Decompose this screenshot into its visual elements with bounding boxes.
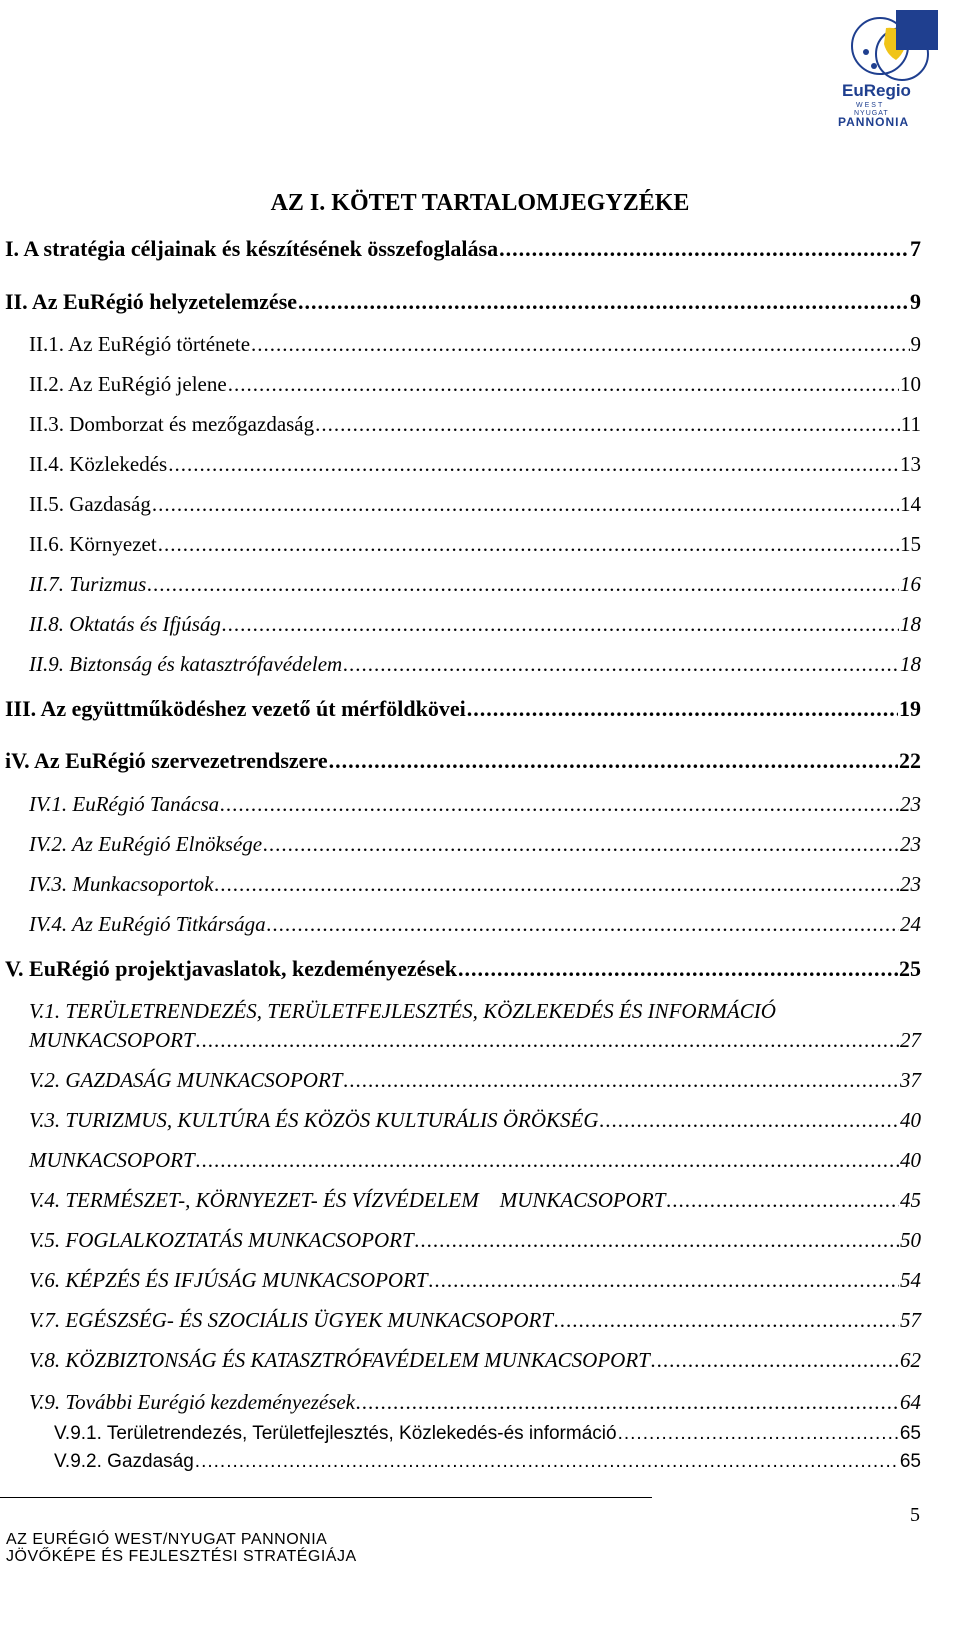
toc-entry-page: 7 bbox=[910, 236, 921, 261]
toc-entry-label: IV.2. Az EuRégió Elnöksége bbox=[29, 832, 263, 856]
toc-entry-5-9[interactable] bbox=[29, 1392, 921, 1413]
toc-entry-5-3-cont[interactable] bbox=[29, 1150, 921, 1171]
toc-entry-5-3[interactable] bbox=[29, 1110, 921, 1131]
toc-entry-label: V.9.1. Területrendezés, Területfejlesztés, Közlekedés-és információ bbox=[54, 1423, 617, 1444]
toc-entry-label: V.9.2. Gazdaság bbox=[54, 1451, 194, 1472]
toc-entry-label: V.5. FOGLALKOZTATÁS MUNKACSOPORT bbox=[29, 1228, 414, 1252]
toc-leader bbox=[196, 1030, 899, 1051]
toc-entry-4-3[interactable] bbox=[29, 874, 921, 895]
toc-entry-page: 54 bbox=[900, 1268, 921, 1292]
toc-leader bbox=[147, 574, 899, 595]
toc-entry-page: 57 bbox=[900, 1308, 921, 1332]
toc-entry-page: 45 bbox=[900, 1188, 921, 1212]
footer-line-2: JÖVŐKÉPE ÉS FEJLESZTÉSI STRATÉGIÁJA bbox=[6, 1548, 357, 1565]
logo-text-pannonia: PANNONIA bbox=[838, 115, 910, 129]
toc-entry-page: 9 bbox=[910, 332, 921, 356]
toc-entry-label: V.2. GAZDASÁG MUNKACSOPORT bbox=[29, 1068, 343, 1092]
toc-entry-2-6[interactable] bbox=[29, 534, 921, 555]
toc-leader bbox=[315, 414, 900, 435]
toc-entry-4-1[interactable] bbox=[29, 794, 921, 815]
toc-leader bbox=[220, 794, 899, 815]
toc-entry-page: 64 bbox=[900, 1390, 921, 1414]
toc-entry-label: II.9. Biztonság és katasztrófavédelem bbox=[29, 652, 343, 676]
toc-entry-2-9[interactable] bbox=[29, 654, 921, 675]
toc-leader bbox=[267, 914, 899, 935]
toc-entry-page: 14 bbox=[900, 492, 921, 516]
toc-entry-label: I. A stratégia céljainak és készítésének összefoglalása bbox=[5, 236, 499, 261]
toc-entry-page: 23 bbox=[900, 832, 921, 856]
toc-entry-2[interactable] bbox=[5, 291, 921, 313]
toc-entry-5-4[interactable] bbox=[29, 1190, 921, 1211]
toc-entry-5-7[interactable] bbox=[29, 1310, 921, 1331]
toc-entry-label: II.3. Domborzat és mezőgazdaság bbox=[29, 412, 315, 436]
toc-entry-1[interactable] bbox=[5, 238, 921, 260]
toc-leader bbox=[429, 1270, 899, 1291]
toc-entry-2-8[interactable] bbox=[29, 614, 921, 635]
toc-entry-page: 23 bbox=[900, 792, 921, 816]
toc-entry-page: 40 bbox=[900, 1148, 921, 1172]
toc-entry-label: II.1. Az EuRégió története bbox=[29, 332, 251, 356]
toc-leader bbox=[168, 454, 899, 475]
toc-entry-2-4[interactable] bbox=[29, 454, 921, 475]
toc-entry-4-2[interactable] bbox=[29, 834, 921, 855]
toc-entry-5-1[interactable] bbox=[29, 1030, 921, 1051]
toc-entry-label: II. Az EuRégió helyzetelemzése bbox=[5, 289, 298, 314]
toc-entry-page: 9 bbox=[910, 289, 921, 314]
toc-entry-page: 50 bbox=[900, 1228, 921, 1252]
toc-leader bbox=[467, 698, 898, 720]
toc-leader bbox=[222, 614, 899, 635]
toc-leader bbox=[215, 874, 900, 895]
toc-entry-2-1[interactable] bbox=[29, 334, 921, 355]
toc-leader bbox=[329, 750, 898, 772]
footer-line-1: AZ EURÉGIÓ WEST/NYUGAT PANNONIA bbox=[6, 1531, 328, 1548]
toc-entry-label: II.5. Gazdaság bbox=[29, 492, 151, 516]
toc-entry-2-2[interactable] bbox=[29, 374, 921, 395]
toc-entry-label: IV.4. Az EuRégió Titkársága bbox=[29, 912, 266, 936]
footer-divider bbox=[0, 1497, 652, 1498]
logo-text-nyugat: NYUGAT bbox=[854, 110, 889, 117]
toc-leader bbox=[158, 534, 899, 555]
toc-entry-label: MUNKACSOPORT bbox=[29, 1028, 195, 1052]
toc-leader bbox=[651, 1350, 899, 1371]
toc-entry-5-6[interactable] bbox=[29, 1270, 921, 1291]
toc-entry-label: IV.1. EuRégió Tanácsa bbox=[29, 792, 220, 816]
toc-entry-page: 65 bbox=[899, 1423, 921, 1444]
toc-entry-label: V.8. KÖZBIZTONSÁG ÉS KATASZTRÓFAVÉDELEM MUNKACSOPORT bbox=[29, 1348, 650, 1372]
toc-entry-label: II.4. Közlekedés bbox=[29, 452, 168, 476]
toc-title: AZ I. KÖTET TARTALOMJEGYZÉKE bbox=[270, 190, 690, 216]
toc-entry-4[interactable] bbox=[5, 750, 921, 772]
logo-text-euregio: EuRegio bbox=[842, 81, 911, 100]
toc-leader bbox=[152, 494, 899, 515]
toc-leader bbox=[263, 834, 899, 855]
toc-entry-page: 11 bbox=[900, 412, 921, 436]
toc-leader bbox=[298, 291, 909, 313]
toc-entry-label: V.4. TERMÉSZET-, KÖRNYEZET- ÉS VÍZVÉDELEM MUNKACSOPORT bbox=[29, 1188, 666, 1212]
toc-entry-label: V.7. EGÉSZSÉG- ÉS SZOCIÁLIS ÜGYEK MUNKACSOPORT bbox=[29, 1308, 554, 1332]
toc-entry-page: 25 bbox=[899, 956, 921, 981]
page-number: 5 bbox=[910, 1504, 920, 1526]
toc-leader bbox=[499, 238, 909, 260]
toc-leader bbox=[228, 374, 899, 395]
toc-leader bbox=[343, 654, 899, 675]
toc-entry-page: 62 bbox=[900, 1348, 921, 1372]
toc-entry-4-4[interactable] bbox=[29, 914, 921, 935]
toc-leader bbox=[343, 1070, 899, 1091]
toc-entry-label: II.7. Turizmus bbox=[29, 572, 147, 596]
toc-entry-label: III. Az együttműködéshez vezető út mérföldkövei bbox=[5, 696, 466, 721]
toc-leader bbox=[458, 958, 898, 980]
toc-entry-label: V.6. KÉPZÉS ÉS IFJÚSÁG MUNKACSOPORT bbox=[29, 1268, 428, 1292]
toc-entry-page: 27 bbox=[900, 1028, 921, 1052]
toc-entry-page: 65 bbox=[899, 1451, 921, 1472]
toc-entry-page: 13 bbox=[900, 452, 921, 476]
toc-entry-5[interactable] bbox=[5, 958, 921, 980]
toc-entry-label: II.2. Az EuRégió jelene bbox=[29, 372, 227, 396]
toc-leader bbox=[196, 1150, 899, 1171]
toc-entry-3[interactable] bbox=[5, 698, 921, 720]
toc-entry-page: 18 bbox=[900, 652, 921, 676]
toc-entry-5-1-line1: V.1. TERÜLETRENDEZÉS, TERÜLETFEJLESZTÉS, KÖZLEKEDÉS ÉS INFORMÁCIÓ bbox=[29, 999, 776, 1023]
toc-entry-page: 15 bbox=[900, 532, 921, 556]
toc-leader bbox=[666, 1190, 899, 1211]
toc-entry-label: iV. Az EuRégió szervezetrendszere bbox=[5, 748, 328, 773]
toc-entry-page: 24 bbox=[900, 912, 921, 936]
toc-entry-page: 40 bbox=[900, 1108, 921, 1132]
toc-entry-label: V. EuRégió projektjavaslatok, kezdeményezések bbox=[5, 956, 457, 981]
toc-leader bbox=[356, 1392, 899, 1413]
toc-entry-2-3[interactable] bbox=[29, 414, 921, 435]
toc-entry-page: 18 bbox=[900, 612, 921, 636]
toc-entry-label: V.3. TURIZMUS, KULTÚRA ÉS KÖZÖS KULTURÁLIS ÖRÖKSÉG bbox=[29, 1108, 599, 1132]
logo-text-west: WEST bbox=[856, 102, 885, 109]
toc-entry-5-9-1[interactable] bbox=[54, 1424, 921, 1443]
toc-entry-label: II.8. Oktatás és Ifjúság bbox=[29, 612, 221, 636]
toc-leader bbox=[618, 1424, 899, 1443]
toc-entry-5-8[interactable] bbox=[29, 1350, 921, 1371]
toc-leader bbox=[195, 1452, 899, 1471]
toc-entry-label: IV.3. Munkacsoportok bbox=[29, 872, 214, 896]
toc-entry-page: 37 bbox=[900, 1068, 921, 1092]
toc-leader bbox=[554, 1310, 899, 1331]
toc-entry-page: 19 bbox=[899, 696, 921, 721]
toc-entry-5-2[interactable] bbox=[29, 1070, 921, 1091]
toc-entry-page: 23 bbox=[900, 872, 921, 896]
toc-leader bbox=[415, 1230, 899, 1251]
toc-entry-label: II.6. Környezet bbox=[29, 532, 157, 556]
toc-leader bbox=[251, 334, 909, 355]
toc-entry-label: V.9. További Eurégió kezdeményezések bbox=[29, 1390, 356, 1414]
toc-entry-5-9-2[interactable] bbox=[54, 1452, 921, 1471]
toc-entry-2-5[interactable] bbox=[29, 494, 921, 515]
toc-entry-2-7[interactable] bbox=[29, 574, 921, 595]
toc-entry-label: MUNKACSOPORT bbox=[29, 1148, 195, 1172]
toc-entry-page: 22 bbox=[899, 748, 921, 773]
toc-entry-page: 16 bbox=[900, 572, 921, 596]
toc-entry-5-5[interactable] bbox=[29, 1230, 921, 1251]
toc-leader bbox=[600, 1110, 899, 1131]
toc-entry-page: 10 bbox=[900, 372, 921, 396]
